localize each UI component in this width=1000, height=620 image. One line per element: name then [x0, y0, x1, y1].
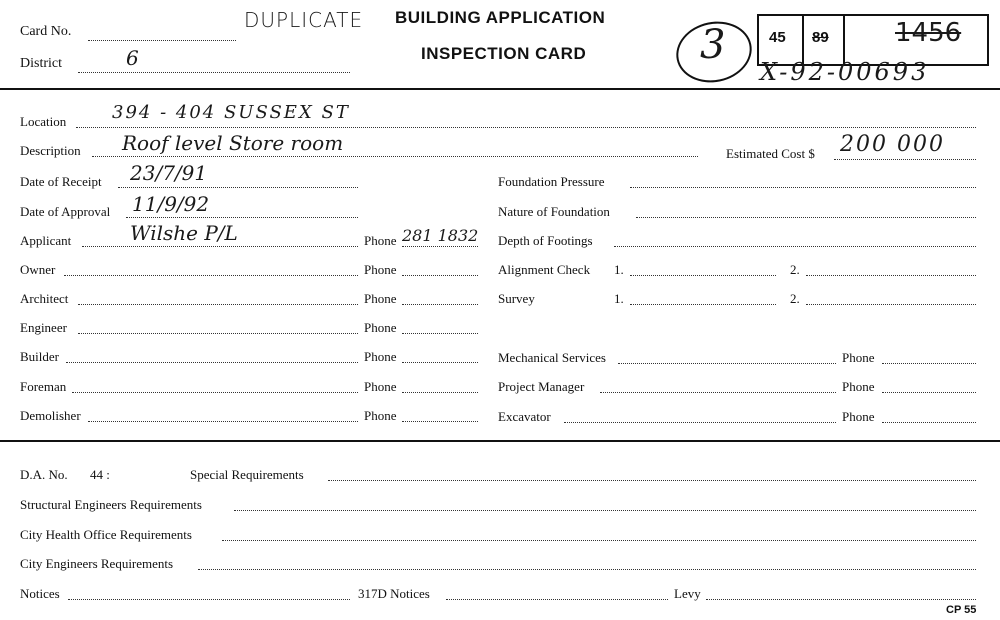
applicant-label: Applicant [20, 233, 72, 248]
circled-number: 3 [700, 22, 726, 68]
builder-label: Builder [20, 349, 59, 364]
survey-num-1: 1. [614, 291, 624, 306]
mechanical-field[interactable] [618, 363, 836, 364]
health-label: City Health Office Requirements [20, 527, 192, 542]
317d-notices-field[interactable] [446, 599, 668, 600]
nature-foundation-label: Nature of Foundation [498, 204, 610, 219]
engineer-field[interactable] [78, 333, 358, 334]
depth-footings-label: Depth of Footings [498, 233, 593, 248]
section-rule [0, 440, 1000, 442]
mechanical-label: Mechanical Services [498, 350, 606, 365]
district-value: 6 [126, 46, 139, 70]
nature-foundation-field[interactable] [636, 217, 976, 218]
location-field[interactable] [76, 127, 976, 128]
demolisher-field[interactable] [88, 421, 358, 422]
architect-phone-label: Phone [364, 291, 397, 306]
district-field[interactable] [78, 72, 350, 73]
levy-label: Levy [674, 586, 701, 601]
mechanical-phone-label: Phone [842, 350, 875, 365]
header-rule [0, 88, 1000, 90]
da-no-value: 44 : [90, 467, 110, 482]
date-approval-field[interactable] [126, 217, 358, 218]
project-manager-phone-field[interactable] [882, 392, 976, 393]
foundation-pressure-field[interactable] [630, 187, 976, 188]
depth-footings-field[interactable] [614, 246, 976, 247]
form-code: CP 55 [946, 604, 977, 616]
form-subtitle: INSPECTION CARD [421, 44, 587, 63]
handwritten-ref: X-92-00693 [760, 58, 930, 86]
city-engineers-label: City Engineers Requirements [20, 556, 174, 571]
estimated-cost-value: 200 000 [840, 132, 945, 157]
description-value: Roof level Store room [122, 131, 344, 155]
foreman-label: Foreman [20, 379, 67, 394]
survey-label: Survey [498, 291, 535, 306]
district-label: District [20, 56, 62, 71]
estimated-cost-field[interactable] [834, 159, 976, 160]
mechanical-phone-field[interactable] [882, 363, 976, 364]
excavator-label: Excavator [498, 409, 551, 424]
project-manager-field[interactable] [600, 392, 836, 393]
card-no-field[interactable] [88, 40, 236, 41]
317d-notices-label: 317D Notices [358, 586, 430, 601]
builder-phone-field[interactable] [402, 362, 478, 363]
box-number-1: 45 [769, 29, 786, 46]
architect-field[interactable] [78, 304, 358, 305]
estimated-cost-label: Estimated Cost $ [726, 146, 815, 161]
special-requirements-field[interactable] [328, 480, 976, 481]
notices-label: Notices [20, 586, 60, 601]
excavator-field[interactable] [564, 422, 836, 423]
survey-field-2[interactable] [806, 304, 976, 305]
date-receipt-field[interactable] [118, 187, 358, 188]
foreman-phone-label: Phone [364, 379, 397, 394]
date-receipt-value: 23/7/91 [130, 161, 208, 185]
alignment-check-label: Alignment Check [498, 262, 591, 277]
project-manager-phone-label: Phone [842, 379, 875, 394]
box-number-2: 89 [812, 29, 829, 46]
card-no-label: Card No. [20, 24, 72, 39]
applicant-value: Wilshe P/L [130, 221, 238, 245]
levy-field[interactable] [706, 599, 976, 600]
date-approval-label: Date of Approval [20, 204, 111, 219]
builder-field[interactable] [66, 362, 358, 363]
applicant-phone-field[interactable] [402, 246, 478, 247]
description-field[interactable] [92, 156, 698, 157]
demolisher-label: Demolisher [20, 408, 81, 423]
engineer-label: Engineer [20, 320, 67, 335]
foreman-field[interactable] [72, 392, 358, 393]
demolisher-phone-label: Phone [364, 408, 397, 423]
structural-label: Structural Engineers Requirements [20, 497, 202, 512]
demolisher-phone-field[interactable] [402, 421, 478, 422]
applicant-phone-label: Phone [364, 233, 397, 248]
location-label: Location [20, 114, 67, 129]
project-manager-label: Project Manager [498, 379, 585, 394]
owner-label: Owner [20, 262, 56, 277]
applicant-field[interactable] [82, 246, 358, 247]
alignment-check-field-1[interactable] [630, 275, 776, 276]
excavator-phone-label: Phone [842, 409, 875, 424]
architect-label: Architect [20, 291, 69, 306]
owner-field[interactable] [64, 275, 358, 276]
location-value: 394 - 404 SUSSEX ST [112, 102, 350, 123]
da-no-label: D.A. No. [20, 467, 68, 482]
foundation-pressure-label: Foundation Pressure [498, 174, 605, 189]
description-label: Description [20, 143, 81, 158]
owner-phone-label: Phone [364, 262, 397, 277]
excavator-phone-field[interactable] [882, 422, 976, 423]
survey-num-2: 2. [790, 291, 800, 306]
health-field[interactable] [222, 540, 976, 541]
city-engineers-field[interactable] [198, 569, 976, 570]
owner-phone-field[interactable] [402, 275, 478, 276]
structural-field[interactable] [234, 510, 976, 511]
box-number-3: 1456 [895, 18, 962, 48]
engineer-phone-label: Phone [364, 320, 397, 335]
alignment-num-1: 1. [614, 262, 624, 277]
builder-phone-label: Phone [364, 349, 397, 364]
foreman-phone-field[interactable] [402, 392, 478, 393]
date-receipt-label: Date of Receipt [20, 174, 102, 189]
applicant-phone-value: 281 1832 [402, 226, 479, 245]
alignment-check-field-2[interactable] [806, 275, 976, 276]
duplicate-stamp: DUPLICATE [244, 8, 364, 32]
special-requirements-label: Special Requirements [190, 467, 304, 482]
date-approval-value: 11/9/92 [132, 192, 210, 216]
survey-field-1[interactable] [630, 304, 776, 305]
notices-field[interactable] [68, 599, 350, 600]
alignment-num-2: 2. [790, 262, 800, 277]
form-title: BUILDING APPLICATION [395, 8, 606, 27]
engineer-phone-field[interactable] [402, 333, 478, 334]
architect-phone-field[interactable] [402, 304, 478, 305]
